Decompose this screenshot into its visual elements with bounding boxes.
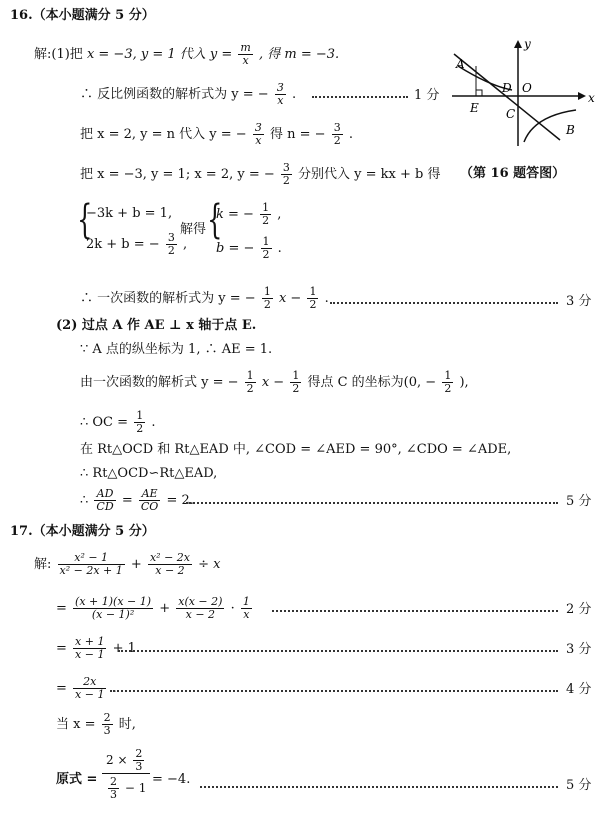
q16-line5: ∴ 一次函数的解析式为 y = − $\frac{1}{2}$ x − $\frac{1}{2}$ . (80, 285, 329, 311)
label-E: E (470, 101, 479, 115)
system-eq-2: 2k + b = − $\frac{3}{2}$ , (86, 231, 188, 257)
leader-dots (118, 650, 558, 652)
q16-score-1: 1 分 (414, 88, 440, 103)
q17-score-5: 5 分 (566, 778, 592, 793)
q17-compound-fraction: 2 × $\frac{2}{3}$ $\frac{2}{3}$ − 1 (102, 748, 150, 803)
q17-expression: 解: $\frac{\text{x² − 1}}{\text{x² − 2x + 1}}$ + $\frac{\text{x² − 2x}}{x - 2}$ ÷ x (34, 551, 221, 577)
q17-result: = −4. (152, 772, 191, 787)
figure-caption: （第 16 题答图） (460, 166, 566, 181)
fraction: $\frac{m}{x}$ (240, 41, 251, 67)
q17-step3: = $\frac{2x}{x - 1}$ . (56, 675, 117, 701)
fraction: $\frac{AD}{CD}$ (96, 487, 114, 513)
left-brace: { (207, 197, 223, 243)
fraction: $\frac{x(x - 2)}{x - 2}$ (178, 595, 223, 621)
fraction: $\frac{2}{3}$ (103, 711, 111, 737)
left-brace: { (77, 197, 93, 243)
solution-k: k = − $\frac{1}{2}$ , (216, 201, 282, 227)
q16-part2-line5: ∴ Rt△OCD∽Rt△EAD, (80, 466, 218, 481)
fraction: $\frac{3}{x}$ (254, 121, 262, 147)
q16-line3: 把 x = 2, y = n 代入 y = − $\frac{3}{x}$ 得 n = − $\frac{3}{2}$ . (80, 121, 353, 147)
fraction: $\frac{1}{2}$ (262, 235, 270, 261)
label-D: D (502, 81, 512, 95)
fraction: $\frac{2x}{x - 1}$ (75, 675, 105, 701)
leader-dots (200, 786, 558, 788)
axis-x-label: x (588, 91, 595, 105)
fraction: $\frac{1}{2}$ (262, 201, 270, 227)
q16-part2-line4: 在 Rt△OCD 和 Rt△EAD 中, ∠COD = ∠AED = 90°, ∠CDO = ∠ADE, (80, 442, 512, 457)
q16-part2-line1: ∵ A 点的纵坐标为 1, ∴ AE = 1. (80, 342, 273, 357)
solution-b: b = − $\frac{1}{2}$ . (216, 235, 282, 261)
q17-title: 17.（本小题满分 5 分） (10, 524, 155, 539)
fraction: $\frac{3}{x}$ (276, 81, 284, 107)
label-B: B (566, 123, 575, 137)
fraction: $\frac{3}{2}$ (167, 231, 175, 257)
fraction: $\frac{2}{3}$ (135, 747, 143, 773)
q16-part2: (2) 过点 A 作 AE ⊥ x 轴于点 E. (56, 318, 257, 333)
q16-part2-line3: ∴ OC = $\frac{1}{2}$ . (80, 409, 156, 435)
label-C: C (506, 107, 516, 121)
leader-dots (272, 610, 558, 612)
q16-part2-line2: 由一次函数的解析式 y = − $\frac{1}{2}$ x − $\frac{1}{2}$ 得点 C 的坐标为(0, − $\frac{1}{2}$ ), (80, 369, 469, 395)
label-A: A (456, 57, 465, 71)
q17-solution-label: 解: (34, 557, 52, 572)
fraction: $\frac{\text{x² − 2x}}{x - 2}$ (149, 551, 190, 577)
q16-score-5: 5 分 (566, 494, 592, 509)
q17-score-3: 3 分 (566, 642, 592, 657)
fraction: $\frac{1}{2}$ (246, 369, 254, 395)
fraction: $\frac{3}{2}$ (333, 121, 341, 147)
axis-y-label: y (524, 37, 531, 51)
fraction: $\frac{1}{2}$ (263, 285, 271, 311)
solve-word: 解得 (180, 222, 207, 237)
leader-dots (312, 96, 408, 98)
q16-title: 16.（本小题满分 5 分） (10, 8, 155, 23)
q16-solution-label: 解:(1)把 (34, 47, 83, 62)
leader-dots (186, 502, 558, 504)
fraction: $\frac{(x + 1)(x - 1)}{\text{(x − 1)²}}$ (75, 595, 152, 621)
leader-dots (110, 690, 558, 692)
q16-line1: 解:(1)把 x = −3, y = 1 代入 y = $\frac{m}{x}$ , 得 m = −3. (34, 41, 340, 67)
q17-score-4: 4 分 (566, 682, 592, 697)
q17-original-label: 原式 = (56, 772, 98, 787)
fraction: $\frac{1}{2}$ (309, 285, 317, 311)
q17-when: 当 x = $\frac{2}{3}$ 时, (56, 711, 136, 737)
q16-line2: ∴ 反比例函数的解析式为 y = − $\frac{3}{x}$ . (80, 81, 297, 107)
q17-step1: = $\frac{(x + 1)(x - 1)}{\text{(x − 1)²}}$ + $\frac{x(x - 2)}{x - 2}$ · $\frac{1}{x}$ (56, 595, 250, 621)
fraction: $\frac{1}{2}$ (444, 369, 452, 395)
fraction: $\frac{1}{2}$ (292, 369, 300, 395)
fraction: $\frac{1}{2}$ (136, 409, 144, 435)
q17-score-2: 2 分 (566, 602, 592, 617)
fraction: $\frac{3}{2}$ (282, 161, 290, 187)
label-O: O (522, 81, 532, 95)
q16-score-3: 3 分 (566, 294, 592, 309)
q17-step2: = $\frac{x + 1}{x - 1}$ + 1 (56, 635, 136, 661)
fraction: $\frac{AE}{CO}$ (140, 487, 159, 513)
fraction: $\frac{1}{x}$ (242, 595, 250, 621)
fraction: $\frac{x + 1}{x - 1}$ (75, 635, 105, 661)
fraction: $\frac{2}{3}$ (110, 775, 117, 801)
q16-part2-line6: ∴ $\frac{AD}{CD}$ = $\frac{AE}{CO}$ = 2. (80, 487, 194, 513)
leader-dots (330, 302, 558, 304)
fraction: $\frac{\text{x² − 1}}{\text{x² − 2x + 1}}$ (59, 551, 123, 577)
q16-line4: 把 x = −3, y = 1; x = 2, y = − $\frac{3}{2}$ 分别代入 y = kx + b 得 (80, 161, 441, 187)
system-eq-1: −3k + b = 1, (86, 206, 173, 221)
hyperbola-figure (450, 36, 600, 148)
